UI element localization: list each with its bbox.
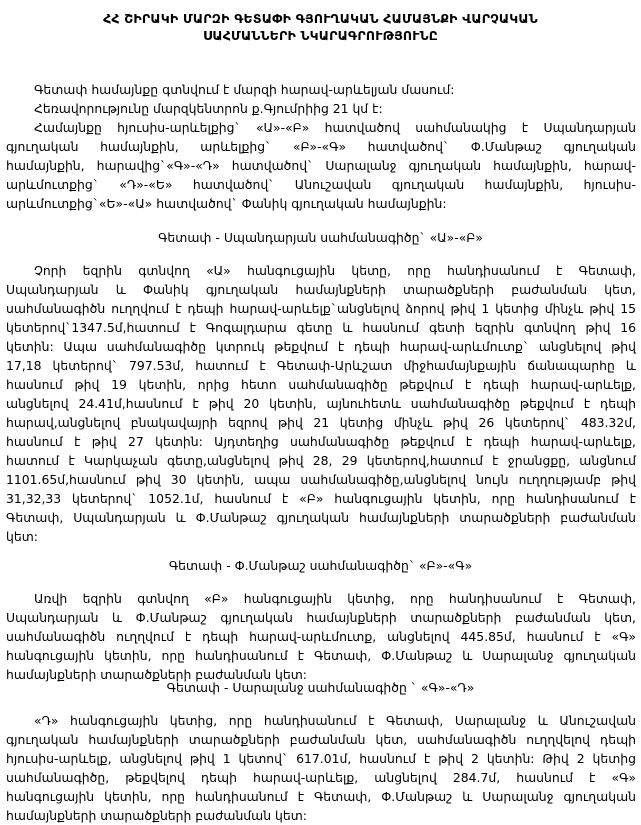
section-line: Չորի եզրին գտնվող «Ա» հանգուցային կետը, որը հանդիսանում է Գետափ, bbox=[34, 263, 636, 278]
intro-line: Հեռավորությունը մարզկենտրոն ք.Գյումրիից 21 կմ է: bbox=[34, 101, 383, 116]
document-title-line-1: ՀՀ ՇԻՐԱԿԻ ՄԱՐԶԻ ԳԵՏԱՓԻ ԳՅՈՒՂԱԿԱՆ ՀԱՄԱՅՆՔԻ ՎԱՐՉԱԿԱՆ bbox=[103, 11, 538, 26]
section-heading: Գետափ - Սպանդարյան սահմանագիծը` «Ա»-«Բ» bbox=[158, 230, 483, 245]
section-line: հարավ,անցնելով բնակավայրի եզրով թիվ 21 կետից մինչև թիվ 26 կետերով` 483.32մ, bbox=[6, 415, 636, 430]
section-line: անցնելով 24.41մ,հասնում է թիվ 20 կետին, այնուհետև սահմանագիծը թեքվում է դեպի bbox=[6, 396, 636, 411]
section-line: Առվի եզրին գտնվող «Բ» հանգուցային կետից, որը հանդիսանում է Գետափ, bbox=[34, 591, 636, 606]
section-line: Սպանդարյան և Փ.Մանթաշ գյուղական համայնքների տարածքների բաժանման կետ, bbox=[6, 610, 636, 625]
intro-line: համայնքին, հարավից`«Գ»-«Դ» հատվածով` Սարալանջ գյուղական համայնքին, հարավ- bbox=[6, 158, 636, 173]
section-line: կետերով`1347.5մ,հատում է Գոգալդարա գետը և հասնում գետի եզրին գտնվող թիվ 16 bbox=[6, 320, 636, 335]
section-line: համայնքների տարածքների բաժանման կետ: bbox=[6, 667, 307, 682]
section-line: 31,32,33 կետերով` 1052.1մ, հասնում է «Բ» հանգուցային կետին, որը հանդիսանում է bbox=[6, 491, 636, 506]
section-line: հանգուցային կետին, որը հանդիսանում է Գետափ, Փ.Մանթաշ և Սարալանջ գյուղական bbox=[6, 648, 636, 663]
section-line: հասնում է թիվ 27 կետին: Այդտեղից սահմանագիծը թեքվում է դեպի հարավ-արևելք, bbox=[6, 434, 636, 449]
intro-line: Գետափ համայնքը գտնվում է մարզի հարավ-արևելյան մասում: bbox=[34, 82, 455, 97]
section-line: սահմանագիծը, թեքվելով դեպի հարավ-արևելք, անցնելով 284.7մ, հասնում է «Գ» bbox=[6, 770, 636, 785]
intro-line: Համայնքը հյուսիս-արևելքից` «Ա»-«Բ» հատվածով սահմանակից է Սպանդարյան bbox=[34, 120, 636, 135]
section-line: Սպանդարյան և Փանիկ գյուղական համայնքների տարածքների բաժանման կետ, bbox=[6, 282, 636, 297]
section-heading: Գետափ - Սարալանջ սահմանագիծը ` «Գ»-«Դ» bbox=[166, 680, 475, 695]
section-line: Գետափ, Սպանդարյան և Փ.Մանթաշ գյուղական համայնքների տարածքների բաժանման bbox=[6, 510, 636, 525]
intro-line: գյուղական համայնքին, արևելքից` «Բ»-«Գ» հատվածով` Փ.Մանթաշ գյուղական bbox=[6, 139, 636, 154]
section-line: կետին: Ապա սահմանագիծը կտրուկ թեքվում է դեպի հարավ-արևմուտք` անցնելով թիվ bbox=[6, 339, 636, 354]
section-line: գյուղական համայնքների տարածքների բաժանման կետ, սահմանագիծն ուղղվելով դեպի bbox=[6, 732, 636, 747]
section-line: հյուսիս-արևելք, անցնելով թիվ 1 կետով` 617.01մ, հասնում է թիվ 2 կետին: Թիվ 2 կետից bbox=[6, 751, 636, 766]
intro-line: արևմուտքից`«Ե»-«Ա» հատվածով` Փանիկ գյուղական համայնքին: bbox=[6, 196, 447, 211]
section-line: «Դ» հանգուցային կետից, որը հանդիսանում է Գետափ, Սարալանջ և Անուշավան bbox=[34, 713, 636, 728]
document-title-line-2: ՍԱՀՄԱՆՆԵՐԻ ՆԿԱՐԱԳՐՈՒԹՅՈՒՆԸ bbox=[203, 28, 438, 43]
section-line: հասնում թիվ 19 կետին, որից հետո սահմանագիծը թեքվում է դեպի հարավ-արևելք, bbox=[6, 377, 636, 392]
section-line: սահմանագիծն ուղղվում է դեպի հարավ-արևմուտք, անցնելով 445.85մ, հասնում է «Գ» bbox=[6, 629, 636, 644]
section-line: 1101.65մ,հասնում թիվ 30 կետին, ապա սահմանագիծը,անցնելով նույն ուղղությամբ թիվ bbox=[6, 472, 636, 487]
section-line: հատում է Կարկաչան գետը,անցնելով թիվ 28, 29 կետերով,հատում է ջրանցքը, անցնում bbox=[6, 453, 636, 468]
section-line: կետ: bbox=[6, 529, 38, 544]
intro-line: արևմուտքից` «Դ»-«Ե» հատվածով` Անուշավան գյուղական համայնքին, հյուսիս- bbox=[6, 177, 636, 192]
section-line: սահմանագիծն ուղղվում է դեպի հարավ-արևելք`անցնելով ձորով թիվ 1 կետից մինչև թիվ 15 bbox=[6, 301, 636, 316]
section-heading: Գետափ - Փ.Մանթաշ սահմանագիծը` «Բ»-«Գ» bbox=[168, 558, 473, 573]
section-line: 17,18 կետերով` 797.53մ, հատում է Գետափ-Արևշատ միջհամայնքային ճանապարհը և bbox=[6, 358, 636, 373]
section-line: հանգուցային կետին, որը հանդիսանում է Գետափ, Փ.Մանթաշ և Սարալանջ գյուղական bbox=[6, 789, 636, 804]
section-line: համայնքների տարածքների բաժանման կետ: bbox=[6, 808, 307, 823]
